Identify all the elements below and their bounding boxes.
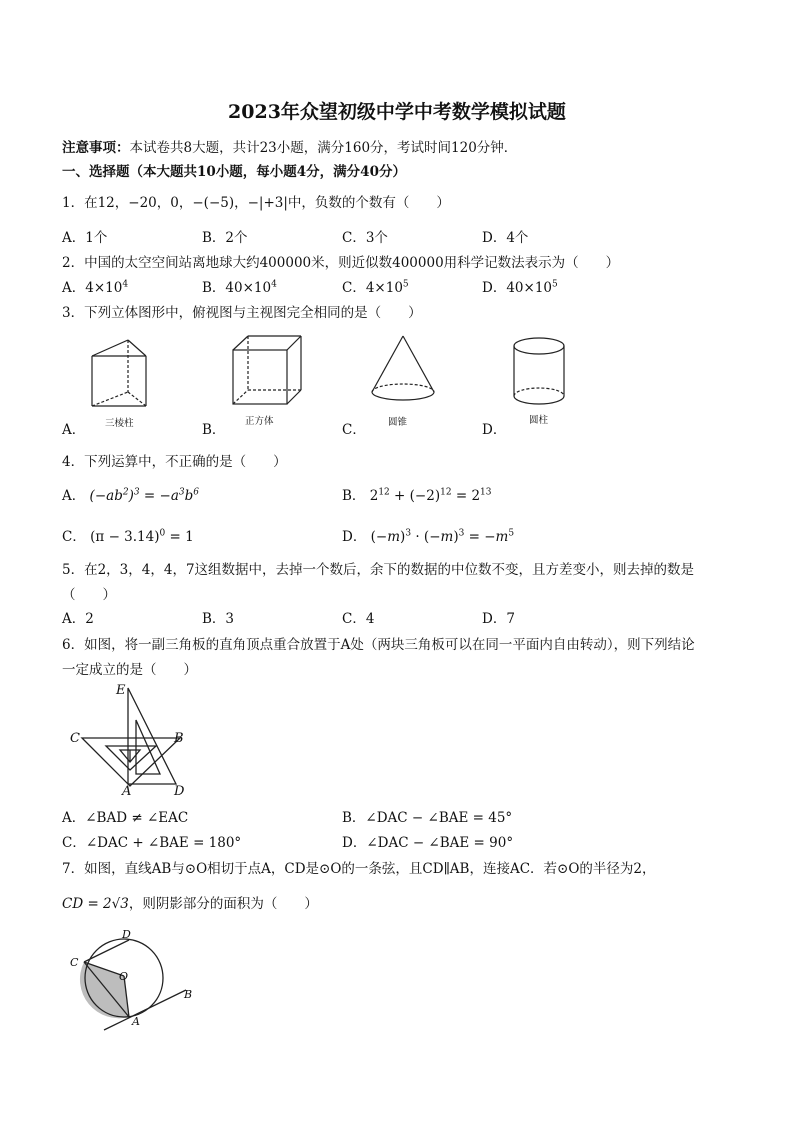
fig6-label-a: A — [122, 784, 132, 799]
fig7-label-c: C — [70, 956, 79, 969]
fig6-label-d: D — [174, 784, 185, 799]
cone-label: 圆锥 — [388, 417, 408, 428]
q6-option-d: D．∠DAC − ∠BAE = 90° — [342, 835, 514, 851]
q4-option-c — [62, 525, 194, 545]
triangular-prism-figure — [86, 336, 156, 416]
notice-text: 本试卷共8大题，共计23小题，满分160分，考试时间120分钟． — [129, 140, 518, 156]
q2-option-d — [482, 276, 558, 296]
q2-c-exp: 5 — [402, 279, 409, 290]
q4-d-formula: $(-m)^3 \cdot (-m)^3 = -m^5$ — [370, 528, 515, 545]
q4-d-label: D． — [342, 529, 367, 545]
q1-option-a: A．1个 — [62, 230, 108, 246]
question-3-stem: 3．下列立体图形中，俯视图与主视图完全相同的是（ ） — [62, 305, 422, 321]
q2-c-base: C．4×10 — [342, 280, 403, 296]
q4-c-formula: $(\pi - 3.14)^0 = 1$ — [90, 528, 194, 545]
q1-option-b: B．2个 — [202, 230, 248, 246]
cube-label: 正方体 — [245, 416, 274, 427]
q1-post: 中，负数的个数有（ ） — [287, 195, 450, 211]
question-6-stem-line1: 6．如图，将一副三角板的直角顶点重合放置于A处（两块三角板可以在同一平面内自由转动），则下列结论 — [62, 637, 695, 653]
fig7-label-b: B — [184, 988, 193, 1001]
cube-figure — [228, 334, 308, 414]
question-1-stem — [62, 191, 450, 211]
q2-b-exp: 4 — [271, 279, 277, 290]
cone-figure — [368, 334, 438, 410]
q5-option-b: B．3 — [202, 611, 235, 627]
fig7-label-a: A — [132, 1015, 140, 1028]
q3-option-b: B． — [202, 422, 226, 438]
question-4-stem: 4．下列运算中，不正确的是（ ） — [62, 454, 287, 470]
notice-line — [62, 136, 517, 156]
q1-expr-b: −|+3| — [247, 195, 288, 211]
q6-option-a: A．∠BAD ≠ ∠EAC — [62, 810, 189, 826]
set-squares-figure — [68, 680, 198, 799]
q1-option-c: C．3个 — [342, 230, 388, 246]
q4-c-label: C． — [62, 529, 86, 545]
q4-option-a — [62, 484, 199, 504]
question-7-stem-line2 — [62, 892, 318, 912]
q7-stem-tail: ，则阴影部分的面积为（ ） — [128, 896, 318, 912]
q5-option-a: A．2 — [62, 611, 94, 627]
q2-a-base: A．4×10 — [62, 280, 123, 296]
question-6-stem-line2: 一定成立的是（ ） — [62, 662, 197, 678]
q5-paren: （ ） — [62, 587, 116, 603]
question-5-stem: 5．在2，3，4，4，7这组数据中，去掉一个数后，余下的数据的中位数不变，且方差变小，则去掉的数是 — [62, 562, 695, 578]
q4-b-label: B． — [342, 488, 366, 504]
q5-option-c: C．4 — [342, 611, 375, 627]
section-heading-choice: 一、选择题（本大题共10小题，每小题4分，满分40分） — [62, 164, 406, 180]
q2-d-base: D．40×10 — [482, 280, 552, 296]
q1-sep: ， — [234, 195, 248, 211]
prism-label: 三棱柱 — [105, 418, 134, 429]
notice-label: 注意事项： — [62, 140, 130, 156]
cylinder-figure — [510, 336, 570, 410]
q6-option-c: C．∠DAC + ∠BAE = 180° — [62, 835, 242, 851]
q2-option-c — [342, 276, 409, 296]
q2-b-base: B．40×10 — [202, 280, 272, 296]
fig7-label-o: O — [119, 970, 129, 983]
fig7-label-d: D — [122, 928, 131, 941]
q5-option-d: D．7 — [482, 611, 515, 627]
q3-option-d: D． — [482, 422, 507, 438]
q4-b-formula: $2^{12} + (-2)^{12} = 2^{13}$ — [369, 487, 492, 504]
q2-option-b — [202, 276, 277, 296]
q6-option-b: B．∠DAC − ∠BAE = 45° — [342, 810, 513, 826]
question-7-stem-line1: 7．如图，直线AB与⊙O相切于点A，CD是⊙O的一条弦，且CD∥AB，连接AC．若⊙O的半径为2， — [62, 861, 656, 877]
fig6-label-c: C — [70, 731, 80, 746]
exam-title: 2023年众望初级中学中考数学模拟试题 — [228, 101, 566, 123]
fig6-label-b: B — [174, 731, 184, 746]
q2-option-a — [62, 276, 128, 296]
q1-pre: 1．在12，−20，0， — [62, 195, 193, 211]
q1-expr-a: −(−5) — [192, 195, 235, 211]
question-2-stem: 2．中国的太空空间站离地球大约400000米，则近似数400000用科学记数法表示为（ ） — [62, 255, 620, 271]
fig6-label-e: E — [116, 683, 126, 698]
q4-a-label: A． — [62, 488, 86, 504]
q3-option-c: C． — [342, 422, 366, 438]
circle-tangent-figure — [64, 926, 204, 1034]
q7-cd-value: CD = 2√3 — [62, 896, 129, 912]
q2-d-exp: 5 — [552, 279, 558, 290]
q4-a-formula: $(-ab^2)^3 = -a^3b^6$ — [89, 487, 199, 504]
q4-option-d — [342, 525, 514, 545]
q2-a-exp: 4 — [122, 279, 129, 290]
q1-option-d: D．4个 — [482, 230, 529, 246]
q4-option-b — [342, 484, 492, 504]
q3-option-a: A． — [62, 422, 86, 438]
cylinder-label: 圆柱 — [529, 415, 549, 426]
